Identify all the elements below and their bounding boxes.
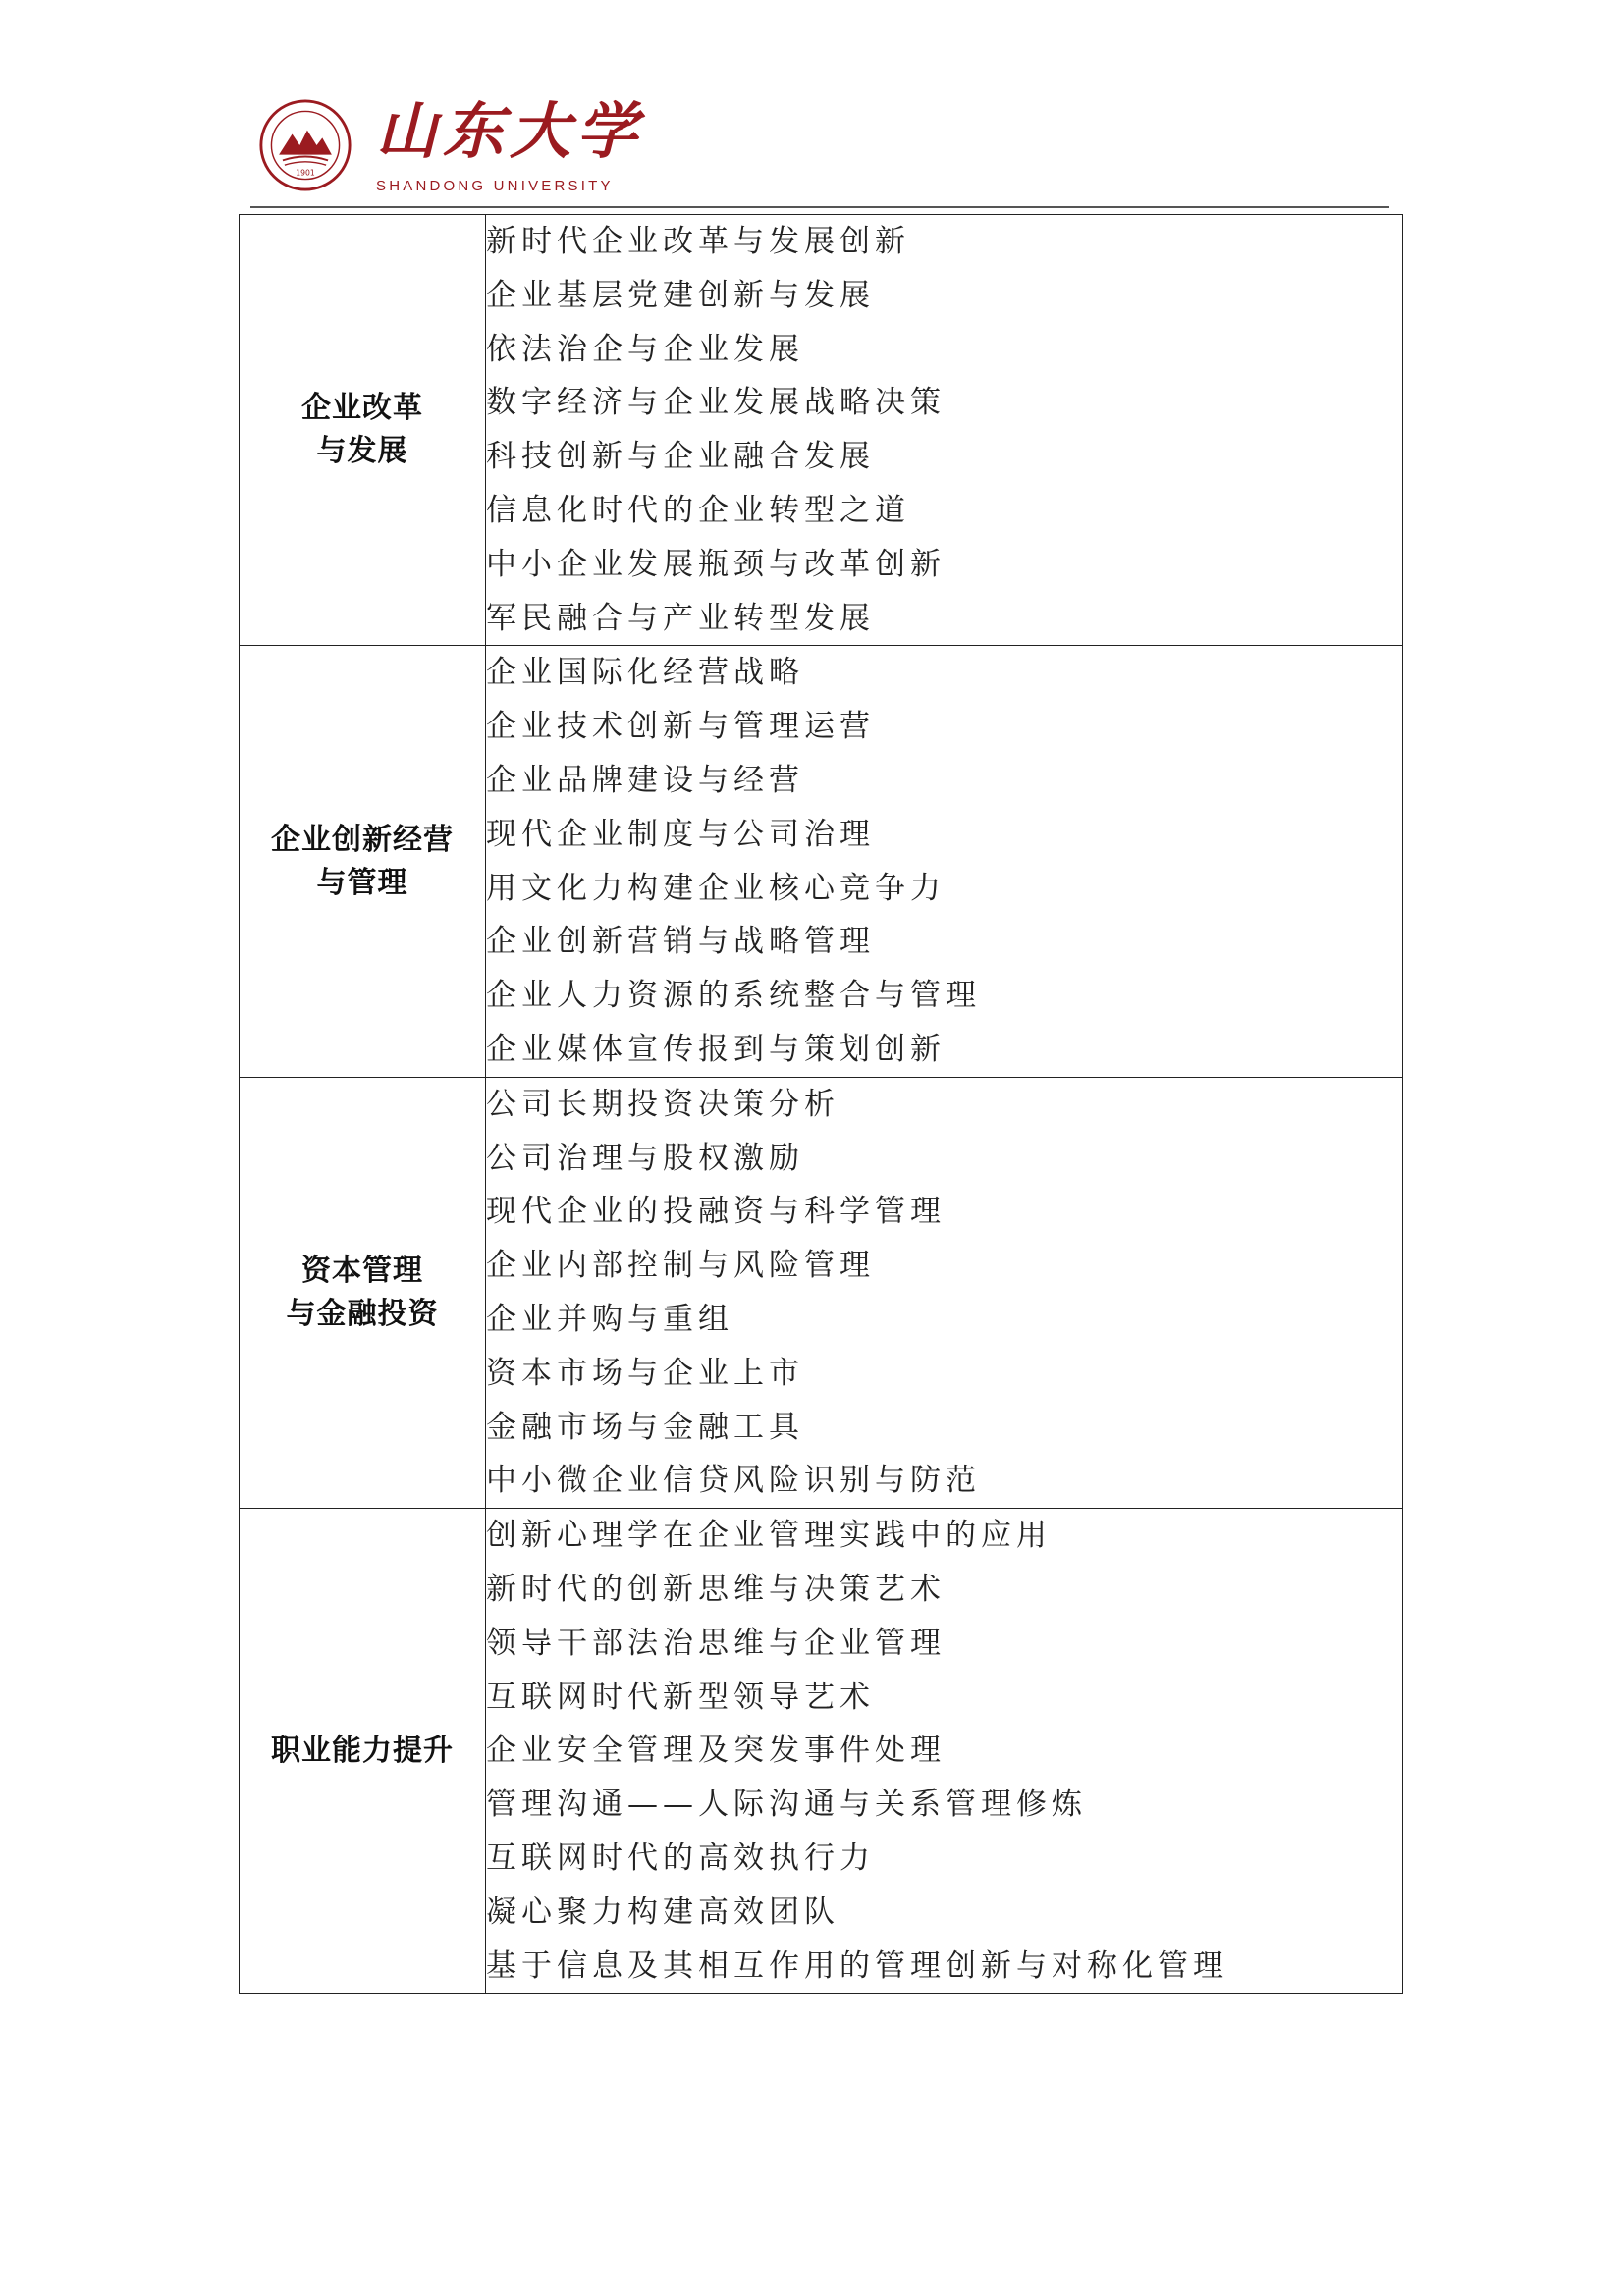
page-header xyxy=(250,93,1389,206)
topic-item: 企业媒体宣传报到与策划创新 xyxy=(486,1031,946,1067)
table-row xyxy=(240,1509,1403,1994)
logo-english: SHANDONG UNIVERSITY xyxy=(376,178,614,194)
topic-item: 新时代的创新思维与决策艺术 xyxy=(486,1571,946,1607)
table-row xyxy=(240,215,1403,646)
topic-item: 互联网时代新型领导艺术 xyxy=(486,1679,875,1715)
category-title-line: 与发展 xyxy=(316,434,408,469)
topics-cell xyxy=(486,215,1403,646)
category-cell xyxy=(240,1077,486,1508)
topic-item: 企业创新营销与战略管理 xyxy=(486,924,875,960)
header-divider xyxy=(250,206,1389,208)
topic-item: 数字经济与企业发展战略决策 xyxy=(486,385,946,421)
topic-item: 科技创新与企业融合发展 xyxy=(486,439,875,475)
topics-cell xyxy=(486,1509,1403,1994)
topic-item: 依法治企与企业发展 xyxy=(486,331,804,367)
topic-item: 基于信息及其相互作用的管理创新与对称化管理 xyxy=(486,1948,1228,1984)
topic-item: 现代企业的投融资与科学管理 xyxy=(486,1194,946,1230)
table-row xyxy=(240,1077,1403,1508)
topic-item: 企业内部控制与风险管理 xyxy=(486,1248,875,1284)
topic-item: 创新心理学在企业管理实践中的应用 xyxy=(486,1518,1052,1554)
category-title-line: 企业创新经营 xyxy=(271,822,454,857)
topic-item: 领导干部法治思维与企业管理 xyxy=(486,1625,946,1661)
topic-item: 企业国际化经营战略 xyxy=(486,655,804,691)
category-title-line: 资本管理 xyxy=(301,1253,423,1288)
topic-item: 凝心聚力构建高效团队 xyxy=(486,1894,839,1930)
category-title-line: 企业改革 xyxy=(301,391,423,426)
university-seal-icon xyxy=(258,98,352,192)
topic-item: 中小企业发展瓶颈与改革创新 xyxy=(486,546,946,582)
category-title-line: 与管理 xyxy=(316,865,408,900)
topic-item: 现代企业制度与公司治理 xyxy=(486,816,875,852)
category-title-line: 与金融投资 xyxy=(286,1296,439,1331)
topic-item: 军民融合与产业转型发展 xyxy=(486,600,875,636)
topic-item: 信息化时代的企业转型之道 xyxy=(486,492,910,528)
table-row xyxy=(240,646,1403,1077)
topic-item: 资本市场与企业上市 xyxy=(486,1355,804,1391)
category-cell xyxy=(240,215,486,646)
course-table xyxy=(239,214,1403,1994)
topic-item: 企业基层党建创新与发展 xyxy=(486,277,875,313)
category-title-line: 职业能力提升 xyxy=(271,1733,454,1768)
category-cell xyxy=(240,646,486,1077)
topic-item: 新时代企业改革与发展创新 xyxy=(486,224,910,259)
topics-cell xyxy=(486,646,1403,1077)
topic-item: 公司治理与股权激励 xyxy=(486,1140,804,1176)
topic-item: 管理沟通——人际沟通与关系管理修炼 xyxy=(486,1787,1087,1823)
topic-item: 企业技术创新与管理运营 xyxy=(486,709,875,745)
topic-item: 企业人力资源的系统整合与管理 xyxy=(486,978,981,1014)
topic-item: 金融市场与金融工具 xyxy=(486,1409,804,1445)
topic-item: 互联网时代的高效执行力 xyxy=(486,1840,875,1876)
topics-cell xyxy=(486,1077,1403,1508)
topic-item: 企业安全管理及突发事件处理 xyxy=(486,1733,946,1769)
category-cell xyxy=(240,1509,486,1994)
topic-item: 企业品牌建设与经营 xyxy=(486,762,804,798)
topic-item: 用文化力构建企业核心竞争力 xyxy=(486,870,946,906)
topic-item: 公司长期投资决策分析 xyxy=(486,1086,839,1122)
topic-item: 企业并购与重组 xyxy=(486,1301,733,1337)
topic-item: 中小微企业信贷风险识别与防范 xyxy=(486,1463,981,1499)
logo-chinese: 山东大学 xyxy=(376,95,644,167)
seal-year: 1901 xyxy=(296,168,315,178)
